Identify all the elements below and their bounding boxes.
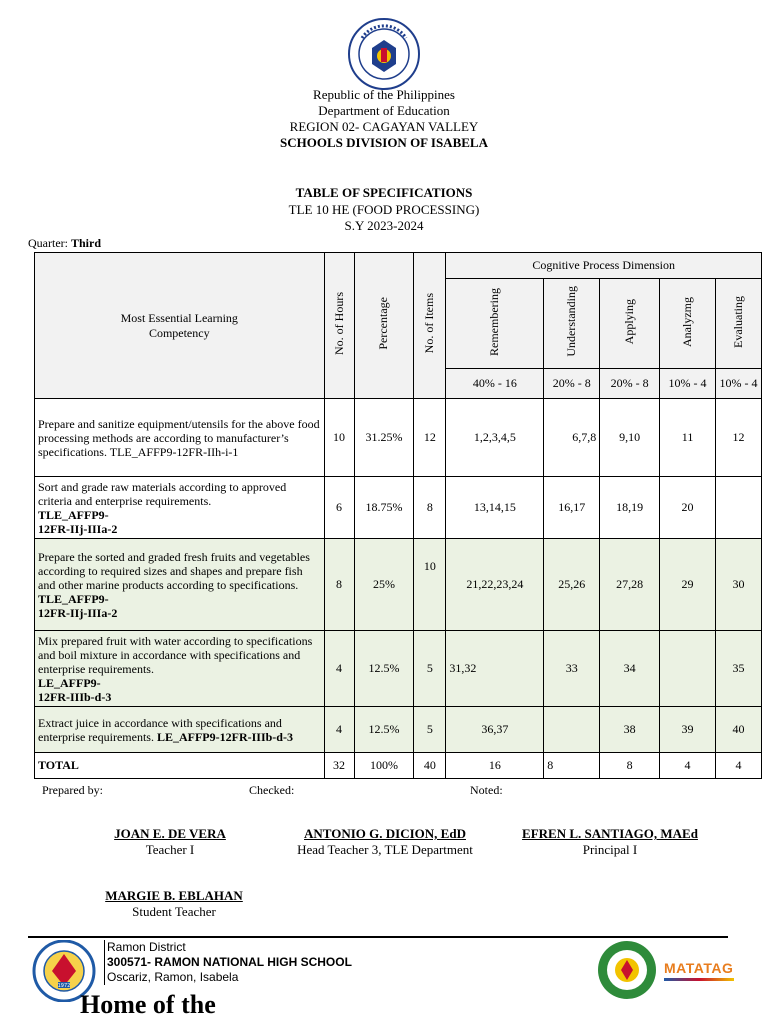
competency-cell: Sort and grade raw materials according to approved criteria and enterprise requirements. TLE_AFFP9-12FR-IIj-IIIa-2 (35, 477, 325, 539)
understanding-cell: 25,26 (544, 539, 600, 631)
deped-seal-logo (348, 18, 420, 90)
understanding-cell: 6,7,8 (544, 399, 600, 477)
percentage-cell: 25% (354, 539, 414, 631)
student-name: MARGIE B. EBLAHAN (105, 888, 243, 903)
items-cell: 10 (414, 539, 446, 631)
quarter-line (28, 236, 101, 251)
items-cell: 8 (414, 477, 446, 539)
total-percentage: 100% (354, 753, 414, 779)
hours-cell: 4 (324, 707, 354, 753)
total-understanding: 8 (544, 753, 600, 779)
header-understanding: Understanding (544, 279, 600, 369)
evaluating-cell: 35 (716, 631, 762, 707)
understanding-cell (544, 707, 600, 753)
matatag-logo: MATATAG (664, 960, 734, 981)
applying-cell: 27,28 (600, 539, 660, 631)
doc-title: TABLE OF SPECIFICATIONS (295, 185, 473, 200)
applying-cell: 18,19 (600, 477, 660, 539)
header-applying: Applying (600, 279, 660, 369)
evaluating-cell (716, 477, 762, 539)
applying-cell: 34 (600, 631, 660, 707)
school-name: 300571- RAMON NATIONAL HIGH SCHOOL (107, 955, 352, 969)
evaluating-cell: 40 (716, 707, 762, 753)
competency-cell: Extract juice in accordance with specifications and enterprise requirements. LE_AFFP9-12FR-IIIb-d-3 (35, 707, 325, 753)
items-cell: 5 (414, 631, 446, 707)
competency-cell: Prepare the sorted and graded fresh fruits and vegetables according to required sizes and shapes and prepare fish and other marine products according to specifications. TLE_AFFP9-12FR-IIj-IIIa-2 (35, 539, 325, 631)
applying-cell: 9,10 (600, 399, 660, 477)
doc-subject: TLE 10 HE (FOOD PROCESSING) (288, 202, 480, 217)
percentage-cell: 12.5% (354, 707, 414, 753)
svg-text:1972: 1972 (57, 983, 71, 989)
doc-school-year: S.Y 2023-2024 (344, 218, 424, 233)
remembering-cell: 36,37 (446, 707, 544, 753)
evaluating-cell: 12 (716, 399, 762, 477)
header-evaluating: Evaluating (716, 279, 762, 369)
weight-applying: 20% - 8 (600, 369, 660, 399)
competency-code: LE_AFFP9-12FR-IIIb-d-3 (38, 675, 112, 704)
total-items: 40 (414, 753, 446, 779)
checked-role: Head Teacher 3, TLE Department (297, 842, 473, 857)
weight-remembering: 40% - 16 (446, 369, 544, 399)
school-address: Oscariz, Ramon, Isabela (107, 970, 239, 984)
school-motto: Home of the (80, 990, 216, 1019)
analyzing-cell: 11 (660, 399, 716, 477)
total-applying: 8 (600, 753, 660, 779)
understanding-cell: 33 (544, 631, 600, 707)
percentage-cell: 12.5% (354, 631, 414, 707)
analyzing-cell: 29 (660, 539, 716, 631)
hours-cell: 6 (324, 477, 354, 539)
quarter-value: Third (70, 236, 101, 250)
noted-role: Principal I (582, 842, 638, 857)
student-role: Student Teacher (132, 904, 216, 919)
prepared-by-label: Prepared by: (42, 783, 103, 797)
total-remembering: 16 (446, 753, 544, 779)
deped-division-seal-logo (596, 940, 658, 1000)
competency-code: TLE_AFFP9-12FR-IIj-IIIa-2 (38, 591, 118, 620)
total-row (35, 753, 762, 779)
school-district: Ramon District (107, 940, 186, 954)
table-row (35, 631, 762, 707)
matatag-stripe (664, 978, 734, 981)
checked-name: ANTONIO G. DICION, EdD (304, 826, 466, 841)
remembering-cell: 1,2,3,4,5 (446, 399, 544, 477)
checked-label: Checked: (249, 783, 295, 797)
applying-cell: 38 (600, 707, 660, 753)
evaluating-cell: 30 (716, 539, 762, 631)
signature-prepared (80, 826, 260, 858)
remembering-cell: 31,32 (446, 631, 544, 707)
hours-cell: 8 (324, 539, 354, 631)
header-republic: Republic of the Philippines (313, 87, 455, 102)
weight-analyzing: 10% - 4 (660, 369, 716, 399)
school-info (104, 940, 352, 985)
items-cell: 12 (414, 399, 446, 477)
table-row (35, 539, 762, 631)
total-analyzing: 4 (660, 753, 716, 779)
analyzing-cell: 20 (660, 477, 716, 539)
competency-cell: Mix prepared fruit with water according to specifications and boil mixture in accordance with specifications and enterprise requirements. LE_AFFP9-12FR-IIIb-d-3 (35, 631, 325, 707)
percentage-cell: 31.25% (354, 399, 414, 477)
total-label: TOTAL (35, 753, 325, 779)
total-evaluating: 4 (716, 753, 762, 779)
competency-code: LE_AFFP9-12FR-IIIb-d-3 (156, 729, 293, 744)
signature-student (84, 888, 264, 920)
items-cell: 5 (414, 707, 446, 753)
prepared-role: Teacher I (145, 842, 195, 857)
competency-cell: Prepare and sanitize equipment/utensils for the above food processing methods are according to manufacturer’s specifications. TLE_AFFP9-12FR-IIh-i-1 (35, 399, 325, 477)
weight-evaluating: 10% - 4 (716, 369, 762, 399)
competency-code: TLE_AFFP9-12FR-IIj-IIIa-2 (38, 507, 118, 536)
table-row (35, 477, 762, 539)
remembering-cell: 13,14,15 (446, 477, 544, 539)
analyzing-cell: 39 (660, 707, 716, 753)
understanding-cell: 16,17 (544, 477, 600, 539)
prepared-name: JOAN E. DE VERA (114, 826, 226, 841)
specifications-table (34, 252, 762, 779)
signature-noted (505, 826, 715, 858)
header-analyzing: Analyzmg (660, 279, 716, 369)
header-division: SCHOOLS DIVISION OF ISABELA (280, 135, 488, 150)
header-hours: No. of Hours (324, 253, 354, 399)
header-cognitive: Cognitive Process Dimension (446, 253, 762, 279)
footer-divider (28, 936, 728, 938)
header-region: REGION 02- CAGAYAN VALLEY (289, 119, 479, 134)
header-competency: Most Essential Learning Competency (35, 253, 325, 399)
header-percentage: Percentage (354, 253, 414, 399)
header-items: No. of Items (414, 253, 446, 399)
total-hours: 32 (324, 753, 354, 779)
noted-name: EFREN L. SANTIAGO, MAEd (522, 826, 698, 841)
percentage-cell: 18.75% (354, 477, 414, 539)
header-department: Department of Education (318, 103, 450, 118)
signature-checked (280, 826, 490, 858)
noted-label: Noted: (470, 783, 503, 797)
quarter-label: Quarter: (28, 236, 68, 250)
weight-understanding: 20% - 8 (544, 369, 600, 399)
hours-cell: 4 (324, 631, 354, 707)
hours-cell: 10 (324, 399, 354, 477)
analyzing-cell (660, 631, 716, 707)
remembering-cell: 21,22,23,24 (446, 539, 544, 631)
header-remembering: Remembering (446, 279, 544, 369)
table-row (35, 399, 762, 477)
table-row (35, 707, 762, 753)
